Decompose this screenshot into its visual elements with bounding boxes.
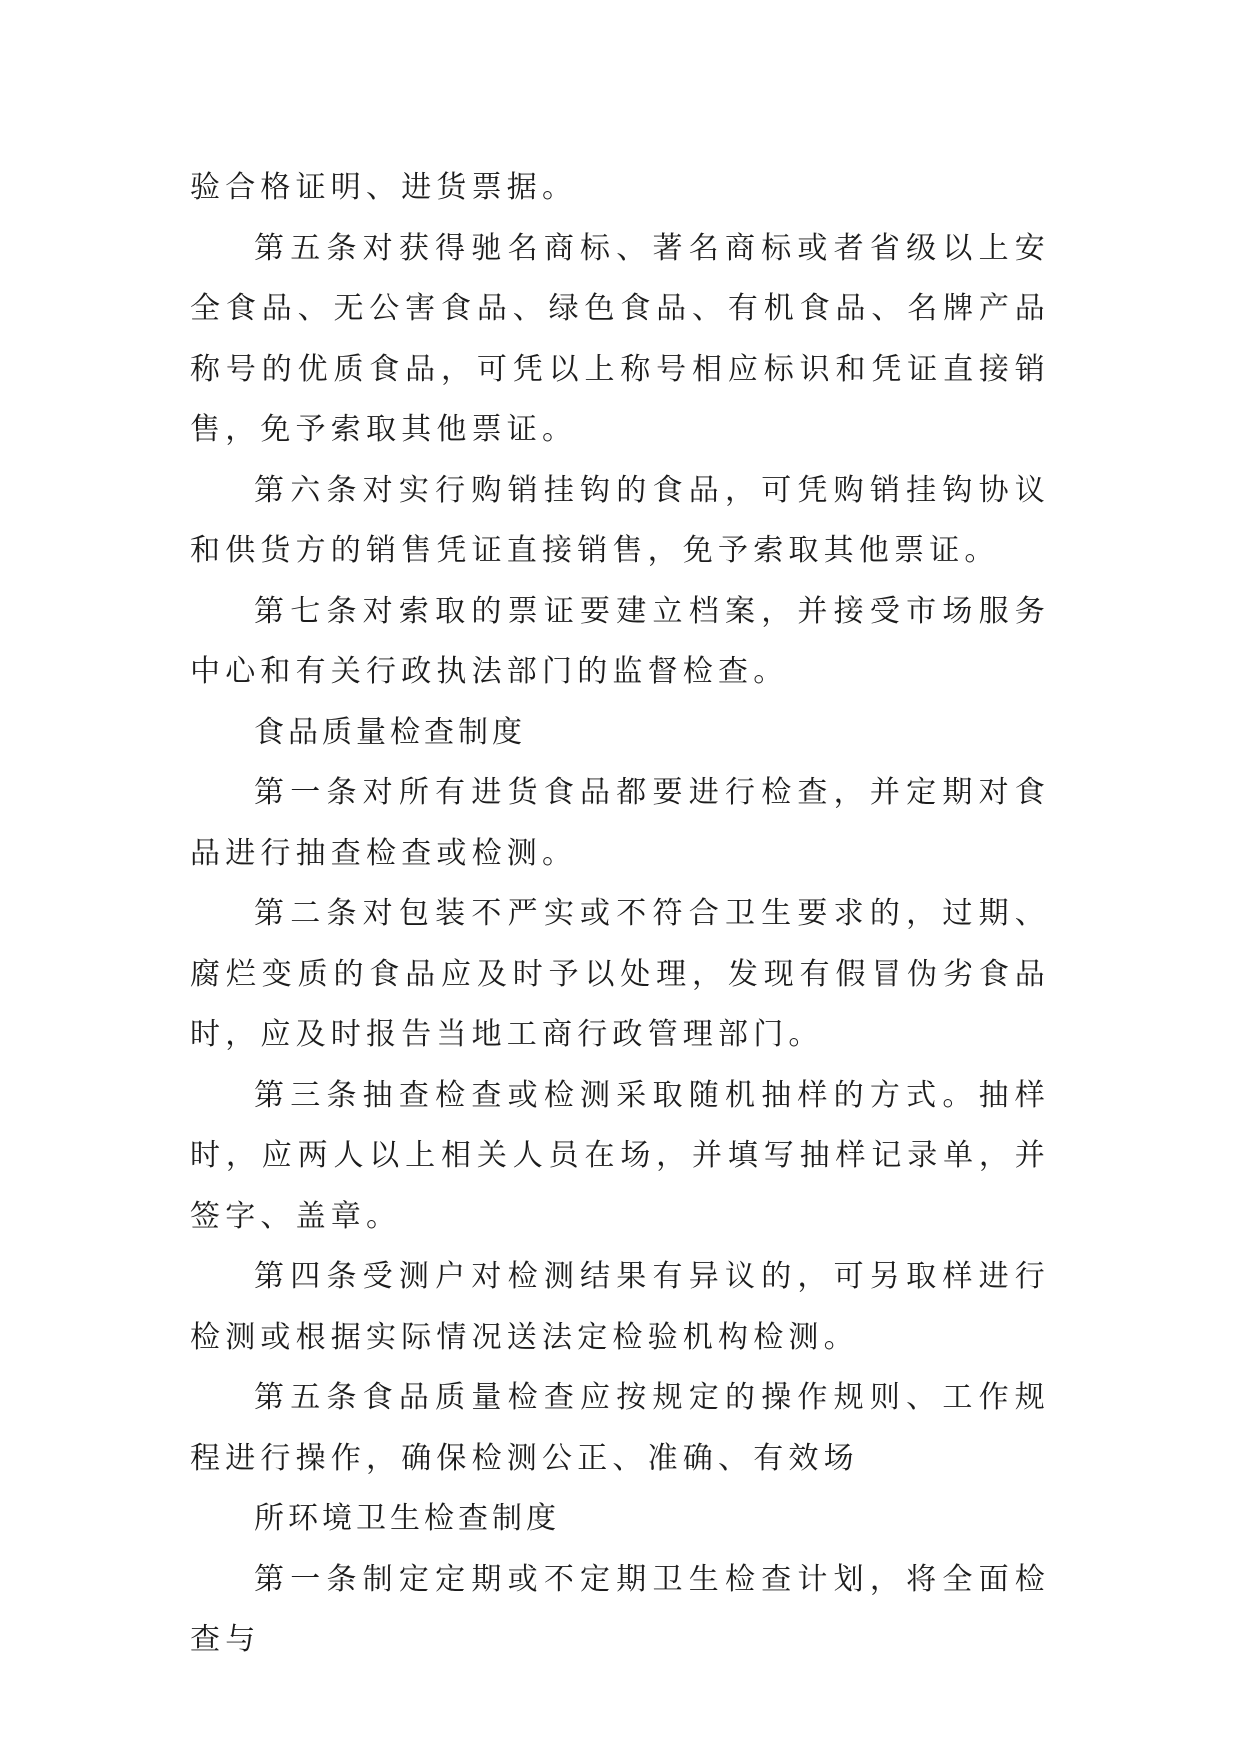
quality-article-2-paragraph: 第二条对包装不严实或不符合卫生要求的，过期、腐烂变质的食品应及时予以处理，发现有假冒伪劣食品时，应及时报告当地工商行政管理部门。 [190,896,1050,1052]
article-6-paragraph: 第六条对实行购销挂钩的食品，可凭购销挂钩协议和供货方的销售凭证直接销售，免予索取其他票证。 [190,472,1050,568]
quality-article-4-paragraph: 第四条受测户对检测结果有异议的，可另取样进行检测或根据实际情况送法定检验机构检测。 [190,1259,1050,1355]
article-7-paragraph: 第七条对索取的票证要建立档案，并接受市场服务中心和有关行政执法部门的监督检查。 [190,593,1050,689]
section-heading-environment-hygiene: 所环境卫生检查制度 [254,1501,560,1536]
article-5-paragraph: 第五条对获得驰名商标、著名商标或者省级以上安全食品、无公害食品、绿色食品、有机食品、名牌产品称号的优质食品，可凭以上称号相应标识和凭证直接销售，免予索取其他票证。 [190,230,1050,447]
hygiene-article-1-paragraph: 第一条制定定期或不定期卫生检查计划，将全面检查与 [190,1561,1050,1657]
quality-article-5-paragraph: 第五条食品质量检查应按规定的操作规则、工作规程进行操作，确保检测公正、准确、有效场 [190,1380,1050,1476]
document-body [190,158,1050,1671]
section-heading-food-quality: 食品质量检查制度 [254,714,526,750]
quality-article-1-paragraph: 第一条对所有进货食品都要进行检查，并定期对食品进行抽查检查或检测。 [190,775,1050,871]
paragraph-continuation: 验合格证明、进货票据。 [190,170,578,205]
quality-article-3-paragraph: 第三条抽查检查或检测采取随机抽样的方式。抽样时，应两人以上相关人员在场，并填写抽样记录单，并签字、盖章。 [190,1077,1050,1234]
